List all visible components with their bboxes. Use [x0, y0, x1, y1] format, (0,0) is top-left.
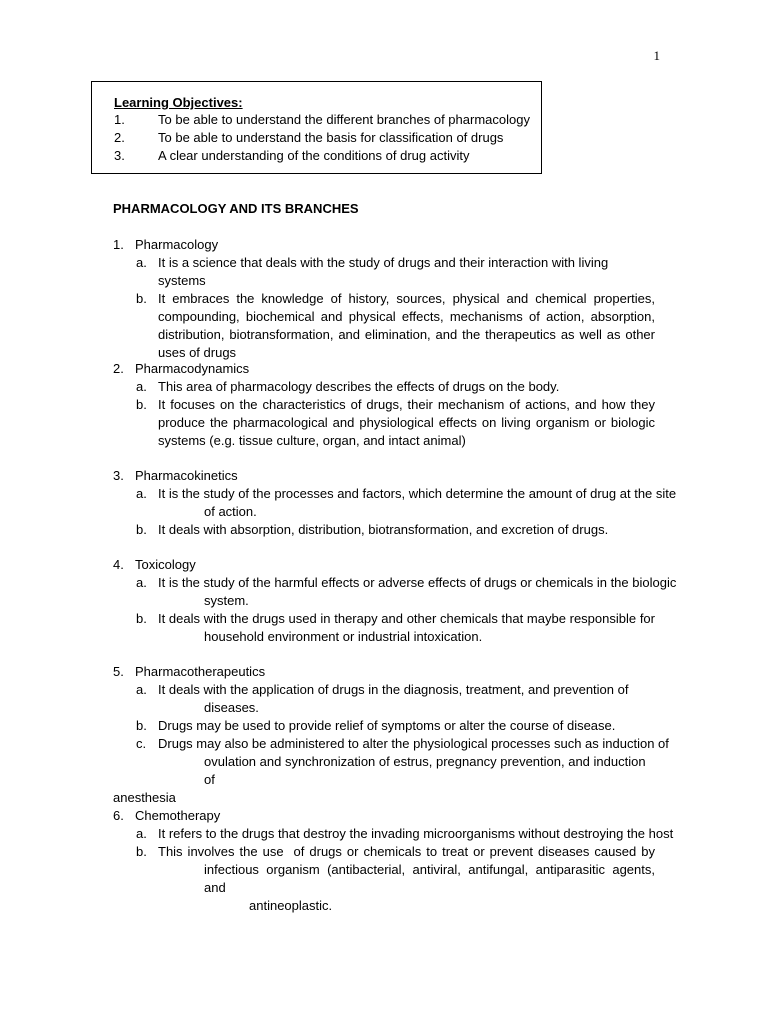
section-chemotherapy	[113, 807, 674, 915]
section-number: 3.	[113, 468, 124, 483]
section-title: Toxicology	[135, 557, 196, 572]
item-text-continuation: ovulation and synchronization of estrus, pregnancy prevention, and induction of	[204, 754, 646, 787]
item-text: This involves the use of drugs or chemicals to treat or prevent diseases caused by	[158, 844, 655, 859]
section-pharmacology	[113, 236, 655, 362]
objective-text: A clear understanding of the conditions of drug activity	[158, 148, 470, 163]
objective-number: 2.	[114, 130, 125, 145]
list-item	[113, 735, 669, 807]
section-pharmacotherapeutics	[113, 663, 669, 807]
item-letter: a.	[136, 575, 147, 590]
item-text: It is a science that deals with the study of drugs and their interaction with living systems	[158, 255, 609, 288]
objective-number: 3.	[114, 148, 125, 163]
section-number: 6.	[113, 808, 124, 823]
item-text-continuation: diseases.	[204, 700, 259, 715]
item-text: It deals with the application of drugs in the diagnosis, treatment, and prevention of	[158, 682, 629, 697]
objectives-title: Learning Objectives:	[114, 95, 243, 110]
item-text: It deals with the drugs used in therapy and other chemicals that maybe responsible for	[158, 611, 655, 626]
item-letter: a.	[136, 255, 147, 270]
section-number: 4.	[113, 557, 124, 572]
item-letter: b.	[136, 844, 147, 859]
list-item	[113, 290, 655, 362]
item-letter: a.	[136, 379, 147, 394]
item-text: It is the study of the harmful effects or adverse effects of drugs or chemicals in the biologic	[158, 575, 677, 590]
item-letter: a.	[136, 826, 147, 841]
item-text: It is the study of the processes and factors, which determine the amount of drug at the site	[158, 486, 677, 501]
section-number: 1.	[113, 237, 124, 252]
item-text: Drugs may be used to provide relief of symptoms or alter the course of disease.	[158, 718, 616, 733]
section-toxicology	[113, 556, 677, 646]
section-title: Pharmacokinetics	[135, 468, 238, 483]
item-letter: a.	[136, 682, 147, 697]
item-text: This area of pharmacology describes the effects of drugs on the body.	[158, 379, 560, 394]
list-item	[113, 681, 655, 717]
item-text-continuation: household environment or industrial intoxication.	[204, 629, 483, 644]
list-item	[113, 574, 677, 610]
list-item	[113, 825, 674, 843]
item-text: It deals with absorption, distribution, biotransformation, and excretion of drugs.	[158, 522, 609, 537]
list-item	[113, 717, 655, 735]
section-pharmacodynamics	[113, 360, 655, 450]
objective-number: 1.	[114, 112, 125, 127]
item-text-continuation: anesthesia	[113, 790, 176, 805]
main-heading: PHARMACOLOGY AND ITS BRANCHES	[113, 201, 359, 216]
item-text: Drugs may also be administered to alter the physiological processes such as induction of	[158, 736, 669, 751]
item-text: It focuses on the characteristics of drugs, their mechanism of actions, and how they produce the pharmacological and physiological effects on living organism or biologic systems (e.g. tissue culture, organ, and intact animal)	[158, 397, 655, 448]
item-letter: b.	[136, 718, 147, 733]
item-letter: c.	[136, 736, 147, 751]
item-text: It embraces the knowledge of history, sources, physical and chemical properties, compounding, biochemical and physical effects, mechanisms of action, absorption, distribution, biotransformation, and elimination, and the therapeutics as well as other uses of drugs	[158, 291, 655, 360]
section-title: Chemotherapy	[135, 808, 221, 823]
list-item	[113, 254, 655, 290]
item-letter: b.	[136, 397, 147, 412]
item-text-continuation: system.	[204, 593, 249, 608]
list-item	[113, 485, 677, 521]
section-title: Pharmacodynamics	[135, 361, 250, 376]
section-number: 2.	[113, 361, 124, 376]
section-pharmacokinetics	[113, 467, 677, 539]
page-number: 1	[653, 48, 660, 63]
item-text: It refers to the drugs that destroy the invading microorganisms without destroying the host	[158, 826, 674, 841]
item-text-continuation: infectious organism (antibacterial, antiviral, antifungal, antiparasitic agents, and	[204, 862, 655, 895]
item-text-continuation: antineoplastic.	[249, 898, 333, 913]
item-letter: a.	[136, 486, 147, 501]
item-letter: b.	[136, 522, 147, 537]
list-item	[113, 378, 655, 396]
objective-text: To be able to understand the basis for classification of drugs	[158, 130, 504, 145]
item-text-continuation: of action.	[204, 504, 257, 519]
list-item	[113, 396, 655, 450]
section-title: Pharmacology	[135, 237, 219, 252]
item-letter: b.	[136, 291, 147, 306]
objective-text: To be able to understand the different branches of pharmacology	[158, 112, 530, 127]
section-number: 5.	[113, 664, 124, 679]
list-item	[113, 843, 655, 915]
list-item	[113, 610, 655, 646]
list-item	[113, 521, 655, 539]
learning-objectives-box	[91, 81, 542, 174]
item-letter: b.	[136, 611, 147, 626]
section-title: Pharmacotherapeutics	[135, 664, 266, 679]
